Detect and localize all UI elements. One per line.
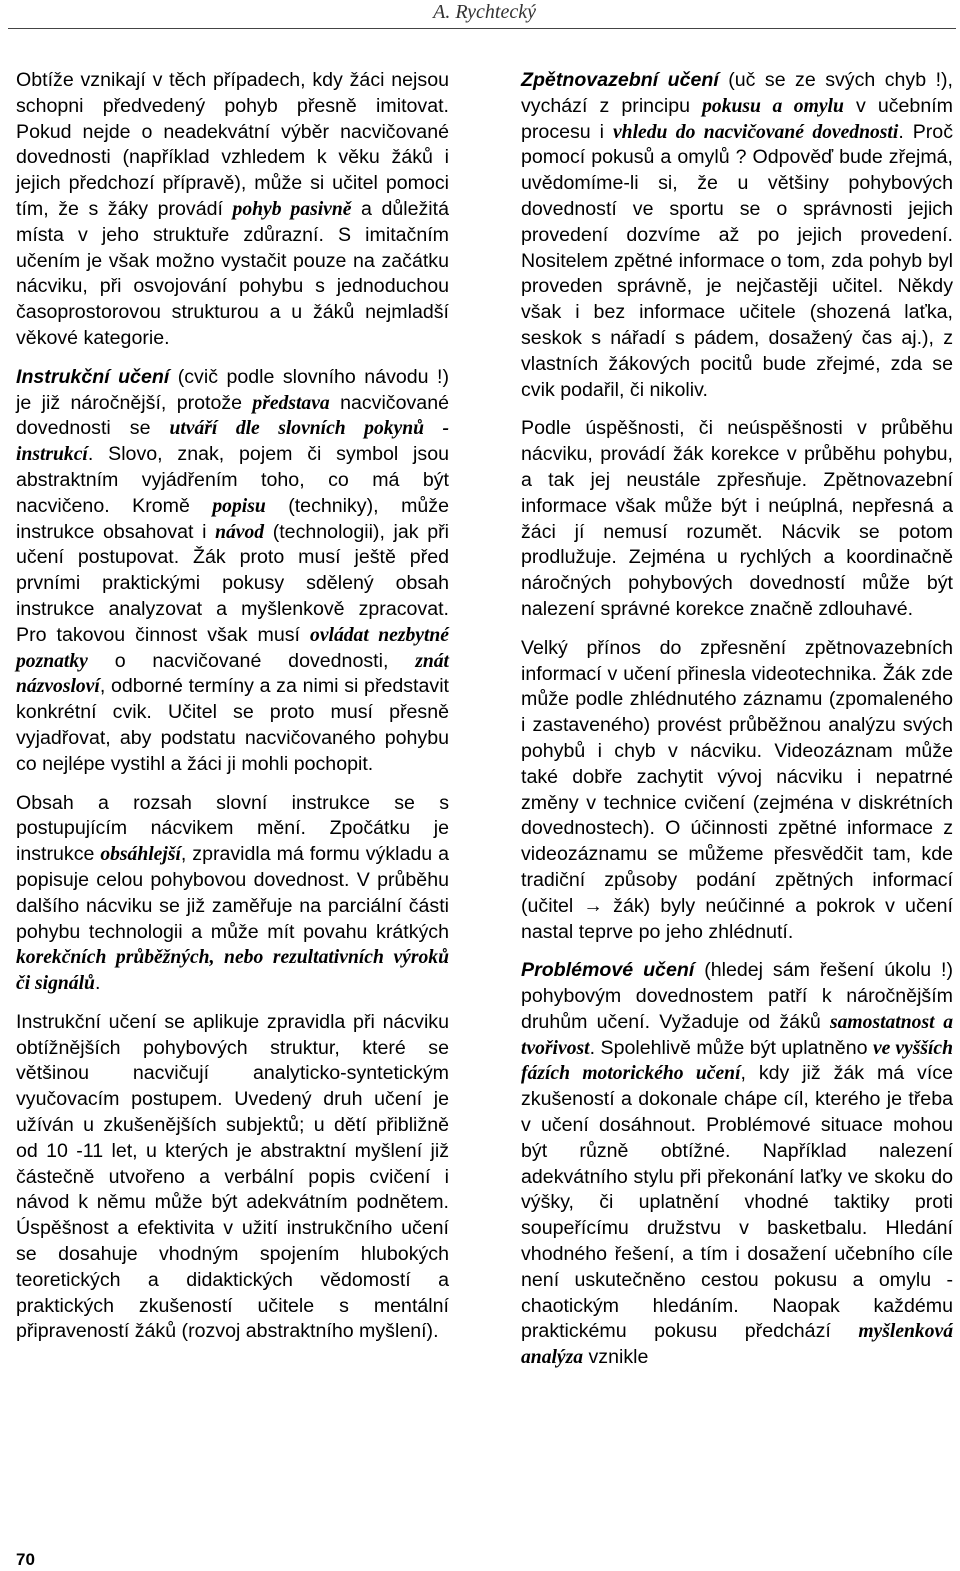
page-number: 70 <box>16 1550 35 1569</box>
emphasis-text: myšlenková analýza <box>521 1321 953 1369</box>
text-run: . Spolehlivě může být uplatněno <box>589 1036 873 1059</box>
text-run: Podle úspěšnosti, či neúspěšnosti v průběhu nácviku, provádí žák korekce v průběhu pohybu, a tak jej neustále zpřesňuje. Zpětnovazební informace však může být i neúplná, nepřesná a žáci jí nemusí rozumět. Nácvik se potom prodlužuje. Zejména u rychlých a koordinačně náročných pohybových dovedností může být nalezení správné korekce značně zdlouhavé. <box>521 417 953 620</box>
emphasis-text: utváří dle slovních pokynů - instrukcí <box>16 418 450 466</box>
text-run: , odborné termíny a za nimi si představit konkrétní cvik. Učitel se proto musí přesně vyjadřovat, aby podstatu nacvičovaného pohybu co nejlépe vystihl a žáci ji mohli pochopit. <box>16 675 449 775</box>
paragraph <box>521 416 953 622</box>
emphasis-text: vhledu do nacvičované dovednosti <box>612 121 899 143</box>
left-column <box>16 68 449 1345</box>
emphasis-text: pohyb pasivně <box>232 198 352 220</box>
paragraph <box>521 636 953 946</box>
paragraph <box>521 68 953 403</box>
emphasis-text: znát názvosloví <box>16 650 449 698</box>
emphasis-text: představa <box>252 392 330 414</box>
text-run: Obtíže vznikají v těch případech, kdy žáci nejsou schopni předvedený pohyb přesně imitovat. Pokud nejde o neadekvátní výběr nacvičované dovednosti (například vzhledem k věku žáků i jejich předchozí přípravě), může si učitel pomoci tím, že s žáky provádí <box>16 69 449 220</box>
paragraph <box>521 958 953 1371</box>
emphasis-text: pokusu a omylu <box>702 95 844 117</box>
page-header <box>0 0 960 30</box>
text-run: (techniky), může instrukce obsahovat i <box>16 494 449 543</box>
emphasis-text: ve vyšších fázích motorického učení <box>521 1037 953 1085</box>
term-heading: Instrukční učení <box>16 365 170 388</box>
text-run: , kdy již žák má více zkušeností a dokonale chápe cíl, kterého je třeba v učení dosáhnout. Problémové situace mohou být různě obtížné. Například nalezení adekvátního stylu při překonání laťky ve skoku do výšky, či uplatnění vhodné taktiky proti soupeřícímu družstvu v basketbalu. Hledání vhodného řešení, a tím i dosažení učebního cíle není uskutečněno cestou pokusu a omylu - chaotickým hledáním. Naopak každému praktickému pokusu předchází <box>521 1062 953 1343</box>
term-heading: Problémové učení <box>521 959 695 982</box>
text-run: . Proč pomocí pokusů a omylů ? Odpověď bude zřejmá, uvědomíme-li si, že u většiny pohybových dovedností ve sportu se o správnosti jejich provedení dozvíme až po jejich provedení. Nositelem zpětné informace o tom, zda pohyb byl proveden správně, je nejčastěji učitel. Někdy však i bez informace učitele (shozená laťka, seskok s nářadí s pádem, dosažený čas aj.), z vlastních žákových pocitů bude zřejmé, zda se cvik podařil, či nikoliv. <box>521 120 953 401</box>
text-run: nacvičované dovednosti se <box>16 391 449 440</box>
text-run: (cvič podle slovního návodu !) je již náročnější, protože <box>16 365 449 414</box>
paragraph <box>16 68 449 352</box>
emphasis-text: samostatnost a tvořivost <box>521 1011 953 1059</box>
right-column <box>521 68 953 1371</box>
text-run: . <box>94 972 101 995</box>
text-run: (technologii), jak při učení postupovat. Žák proto musí ještě před prvními praktickými pokusy sdělený obsah instrukce analyzovat a myšlenkově zpracovat. Pro takovou činnost však musí <box>16 520 449 646</box>
paragraph <box>16 1010 449 1345</box>
text-run: v učebním procesu i <box>521 94 953 143</box>
emphasis-text: korekčních průběžných, nebo rezultativních výroků či signálů <box>16 947 449 995</box>
text-run: Velký přínos do zpřesnění zpětnovazebních informací v učení přinesla videotechnika. Žák zde může podle zhlédnutého záznamu (zpomaleného i zastaveného) provést průběžnou analýzu svých pohybů i chyb v nácviku. Videozáznam může také dobře zachytit vývoj nácviku i nepatrné změny v technice cvičení (zejména v diskrétních dovednostech). O účinnosti zpětné informace z videozáznamu se můžeme přesvědčit tam, kde tradiční způsoby podání zpětných informací (učitel → žák) byly neúčinné a pokrok v učení nastal teprve po jeho zhlédnutí. <box>521 636 953 943</box>
text-run: o nacvičované dovednosti, <box>87 649 416 672</box>
header-rule <box>8 28 956 29</box>
paragraph <box>16 365 449 778</box>
text-run: (hledej sám řešení úkolu !) pohybovým dovednostem patří k náročnějším druhům učení. Vyžaduje od žáků <box>521 959 953 1033</box>
emphasis-text: ovládat nezbytné poznatky <box>16 624 450 672</box>
emphasis-text: popisu <box>212 495 266 517</box>
text-run: (uč se ze svých chyb !), vychází z principu <box>521 69 953 117</box>
paragraph <box>16 791 449 997</box>
emphasis-text: návod <box>215 521 265 543</box>
text-run: Obsah a rozsah slovní instrukce se s postupujícím nácvikem mění. Zpočátku je instrukce <box>16 791 449 866</box>
text-run: a důležitá místa v jeho struktuře zdůrazní. S imitačním učením je však možno vystačit pouze na začátku nácviku, při osvojování pohybu s jednoduchou časoprostorovou strukturou a u žáků nejmladší věkové kategorie. <box>16 197 449 349</box>
emphasis-text: obsáhlejší <box>100 844 181 866</box>
running-header-author: A. Rychtecký <box>433 1 536 23</box>
term-heading: Zpětnovazební učení <box>521 69 719 91</box>
text-run: , zpravidla má formu výkladu a popisuje celou pohybovou dovednost. V průběhu dalšího nácviku se již zaměřuje na parciální části pohybu technologii a může mít povahu krátkých <box>16 843 449 943</box>
text-run: . Slovo, znak, pojem či symbol jsou abstraktním vyjádřením toho, co má být nacvičeno. Kromě <box>16 443 449 517</box>
text-run: vznikle <box>583 1346 649 1369</box>
text-run: Instrukční učení se aplikuje zpravidla při nácviku obtížnějších pohybových struktur, které se většinou nacvičují analyticko-syntetickým vyučovacím postupem. Uvedený druh učení je užíván u zkušenějších subjektů; u dětí přibližně od 10 -11 let, u kterých je abstraktní myšlení již částečně utvořeno a verbální popis cvičení i návod k němu může být adekvátním podnětem. Úspěšnost a efektivita v užití instrukčního učení se dosahuje vhodným spojením hlubokých teoretických a didaktických vědomostí a praktických zkušeností učitele s mentální připraveností žáků (rozvoj abstraktního myšlení). <box>16 1010 449 1343</box>
